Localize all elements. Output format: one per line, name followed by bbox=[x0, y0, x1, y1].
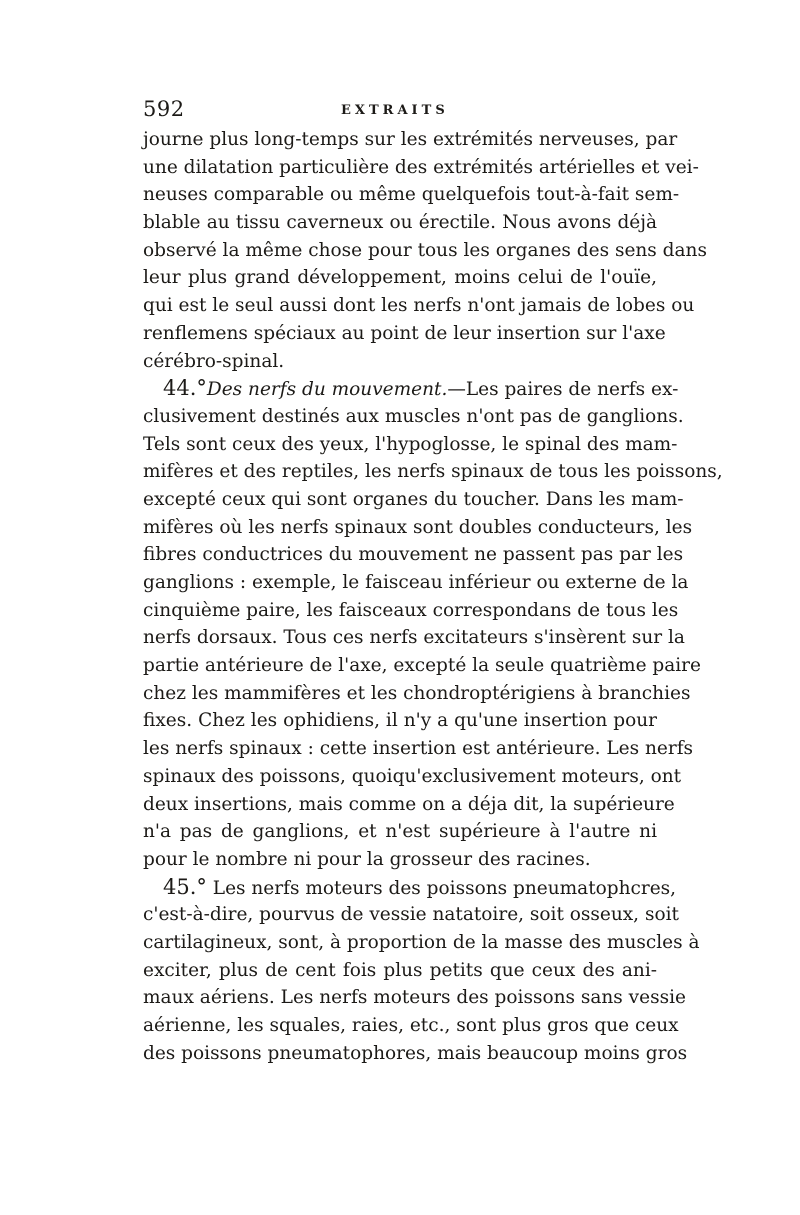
text-line: pour le nombre ni pour la grosseur des racines. bbox=[143, 848, 591, 870]
text-line: ganglions : exemple, le faisceau inférieur ou externe de la bbox=[143, 572, 689, 593]
text-line: deux insertions, mais comme on a déja dit, la supérieure bbox=[143, 793, 675, 815]
text-line: fibres conductrices du mouvement ne passent pas par les bbox=[143, 544, 684, 566]
text-line: Tels sont ceux des yeux, l'hypoglosse, le spinal des mam- bbox=[143, 433, 678, 455]
text-line: partie antérieure de l'axe, excepté la seule quatrième paire bbox=[143, 655, 701, 677]
section-heading: Des nerfs du mouvement. bbox=[206, 379, 448, 401]
text-line: blable au tissu caverneux ou érectile. Nous avons déjà bbox=[143, 212, 657, 234]
text-line: n'a pas de ganglions, et n'est supérieure à l'autre ni bbox=[143, 821, 657, 843]
text-line: une dilatation particulière des extrémités artérielles et vei- bbox=[143, 156, 699, 178]
text-line: cérébro-spinal. bbox=[143, 350, 285, 372]
text-line: spinaux des poissons, quoiqu'exclusivement moteurs, ont bbox=[143, 765, 682, 787]
text-line: excepté ceux qui sont organes du toucher. Dans les mam- bbox=[143, 488, 684, 510]
text-line: neuses comparable ou même quelquefois tout-à-fait sem- bbox=[143, 184, 680, 206]
paragraph-45-first-line bbox=[143, 874, 677, 902]
text-line: les nerfs spinaux : cette insertion est antérieure. Les nerfs bbox=[143, 738, 694, 760]
text-line: maux aériens. Les nerfs moteurs des poissons sans vessie bbox=[143, 987, 686, 1009]
text-line: exciter, plus de cent fois plus petits que ceux des ani- bbox=[143, 959, 657, 981]
text-line: cartilagineux, sont, à proportion de la masse des muscles à bbox=[143, 931, 700, 953]
text-line: qui est le seul aussi dont les nerfs n'ont jamais de lobes ou bbox=[143, 295, 695, 317]
paragraph-44-first-line bbox=[143, 375, 679, 403]
text-line: fixes. Chez les ophidiens, il n'y a qu'une insertion pour bbox=[143, 710, 657, 732]
paragraph-number: 45.° bbox=[163, 874, 207, 899]
text-line: nerfs dorsaux. Tous ces nerfs excitateurs s'insèrent sur la bbox=[143, 627, 685, 649]
text-line: observé la même chose pour tous les organes des sens dans bbox=[143, 239, 707, 261]
text-line: cinquième paire, les faisceaux correspondans de tous les bbox=[143, 599, 679, 621]
paragraph-number: 44.° bbox=[163, 376, 207, 401]
page-number: 592 bbox=[143, 97, 185, 121]
text-line: chez les mammifères et les chondroptérigiens à branchies bbox=[143, 682, 691, 704]
text-line: des poissons pneumatophores, mais beaucoup moins gros bbox=[143, 1042, 688, 1064]
text-line: mifères où les nerfs spinaux sont doubles conducteurs, les bbox=[143, 516, 693, 538]
text-line: mifères et des reptiles, les nerfs spinaux de tous les poissons, bbox=[143, 461, 723, 483]
text-line: aérienne, les squales, raies, etc., sont plus gros que ceux bbox=[143, 1015, 679, 1036]
body-text bbox=[143, 126, 723, 1067]
text-fragment: Les nerfs moteurs des poissons pneumatophcres, bbox=[206, 877, 677, 899]
text-line: c'est-à-dire, pourvus de vessie natatoire, soit osseux, soit bbox=[143, 904, 679, 926]
running-head: EXTRAITS bbox=[341, 103, 449, 118]
text-line: journe plus long-temps sur les extrémités nerveuses, par bbox=[143, 129, 678, 150]
text-line: clusivement destinés aux muscles n'ont pas de ganglions. bbox=[143, 405, 684, 427]
text-line: renflemens spéciaux au point de leur insertion sur l'axe bbox=[143, 322, 666, 344]
text-fragment: —Les paires de nerfs ex- bbox=[447, 379, 679, 401]
text-line: leur plus grand développement, moins celui de l'ouïe, bbox=[143, 267, 657, 289]
page-header bbox=[143, 97, 663, 127]
